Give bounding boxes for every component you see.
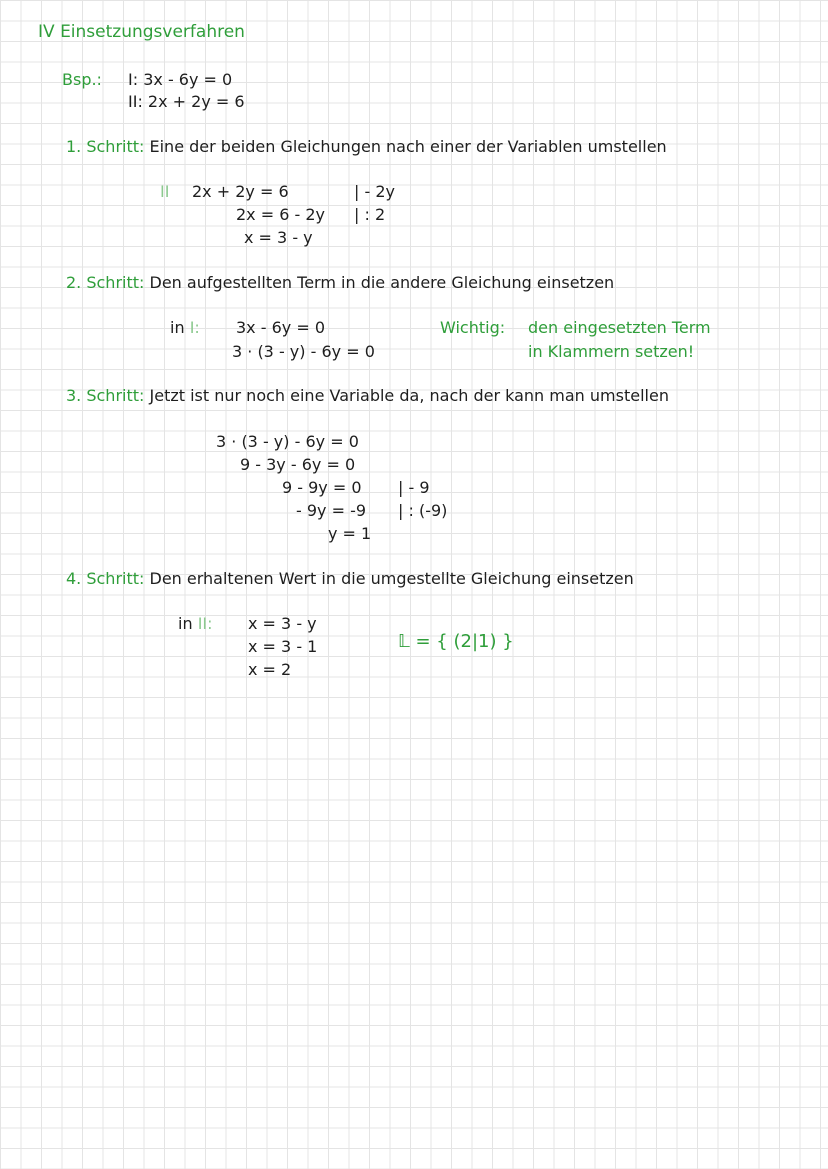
example-equation-2 [128, 92, 245, 112]
equation-text: 2x + 2y = 6 [147, 92, 245, 111]
step-3-line: 9 - 3y - 6y = 0 [240, 455, 356, 474]
important-note-line: den eingesetzten Term [528, 318, 711, 337]
solution-set: 𝕃 = { (2|1) } [398, 631, 514, 652]
step-1-operation: | - 2y [354, 182, 395, 201]
step-1-line: 2x = 6 - 2y [236, 205, 325, 224]
step-4-line: x = 3 - y [248, 614, 317, 633]
step-1-text: Eine der beiden Gleichungen nach einer der Variablen umstellen [149, 137, 667, 156]
step-3-operation: | - 9 [398, 478, 430, 497]
page-title [38, 22, 245, 42]
step-2-label: 2. Schritt: [66, 273, 145, 292]
step-2-heading [66, 273, 614, 293]
example-equation-1 [128, 70, 232, 90]
step-4-line: x = 3 - 1 [248, 637, 318, 656]
step-3-line: y = 1 [328, 524, 372, 543]
step-4-heading [66, 569, 634, 589]
step-2-line: 3x - 6y = 0 [236, 318, 325, 337]
step-4-label: 4. Schritt: [66, 569, 145, 588]
roman-numeral-1: I: [128, 70, 139, 89]
step-1-roman: II [160, 182, 170, 201]
step-1-label: 1. Schritt: [66, 137, 145, 156]
step-3-line: - 9y = -9 [296, 501, 367, 520]
step-3-heading [66, 386, 669, 406]
step-3-line: 3 · (3 - y) - 6y = 0 [216, 432, 359, 451]
step-1-line: x = 3 - y [244, 228, 313, 247]
step-4-line: x = 2 [248, 660, 292, 679]
example-label: Bsp.: [62, 70, 102, 89]
step-2-line: 3 · (3 - y) - 6y = 0 [232, 342, 375, 361]
step-4-text: Den erhaltenen Wert in die umgestellte Gleichung einsetzen [149, 569, 634, 588]
step-3-label: 3. Schritt: [66, 386, 145, 405]
step-3-line: 9 - 9y = 0 [282, 478, 362, 497]
important-label: Wichtig: [440, 318, 506, 337]
step-1-heading [66, 137, 667, 157]
equation-text: 3x - 6y = 0 [143, 70, 233, 89]
step-3-operation: | : (-9) [398, 501, 448, 520]
prefix-text: in [170, 318, 185, 337]
step-4-prefix [178, 614, 213, 634]
step-2-prefix [170, 318, 200, 338]
roman-numeral: II: [197, 614, 213, 633]
section-numeral: IV [38, 22, 55, 42]
roman-numeral-2: II: [128, 92, 143, 111]
section-title: Einsetzungsverfahren [60, 22, 245, 42]
step-2-text: Den aufgestellten Term in die andere Gleichung einsetzen [149, 273, 615, 292]
important-note-line: in Klammern setzen! [528, 342, 695, 361]
roman-numeral: I: [189, 318, 200, 337]
step-1-operation: | : 2 [354, 205, 386, 224]
step-1-line: 2x + 2y = 6 [192, 182, 289, 201]
prefix-text: in [178, 614, 193, 633]
step-3-text: Jetzt ist nur noch eine Variable da, nach der kann man umstellen [149, 386, 669, 405]
